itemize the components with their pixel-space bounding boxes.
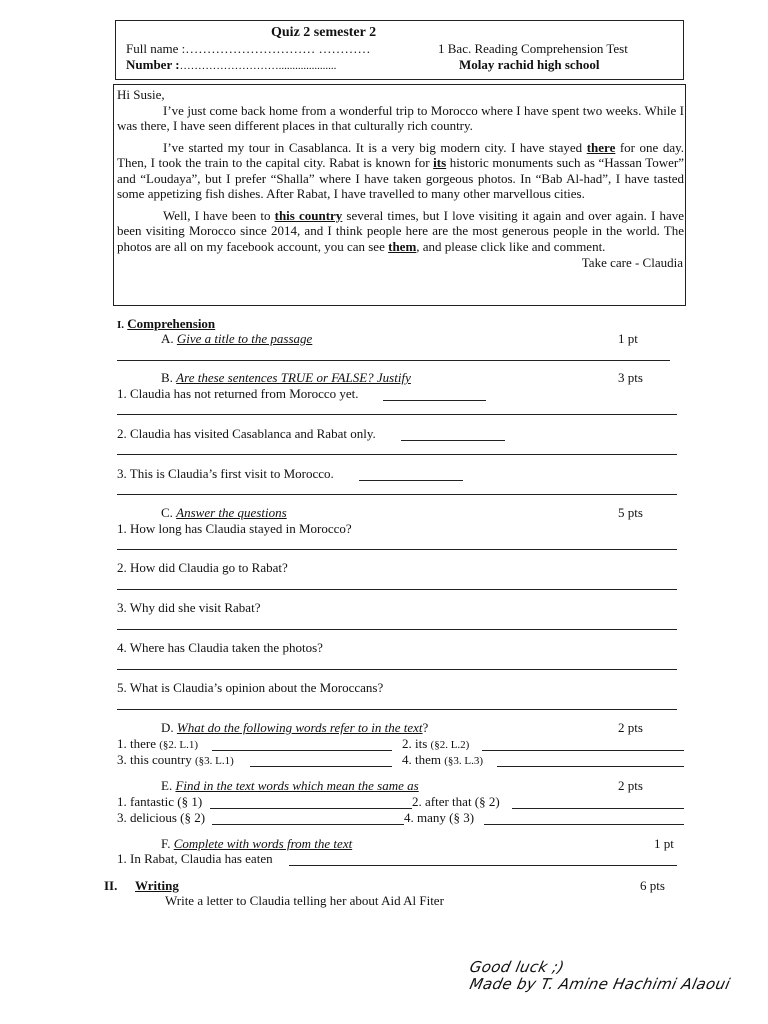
task-e-letter: E. (161, 778, 173, 793)
section2-title: Writing (135, 878, 179, 893)
ref-location: (§2. L.2) (430, 739, 470, 751)
section2-prompt: Write a letter to Claudia telling her about Aid Al Fiter (165, 893, 444, 908)
task-a-letter: A. (161, 331, 174, 346)
task-d-item-4 (402, 752, 483, 768)
synonym-blank[interactable] (512, 808, 684, 809)
task-c-item-4: 4. Where has Claudia taken the photos? (117, 640, 323, 655)
task-e-instruction: Find in the text words which mean the same as (175, 778, 419, 793)
quiz-title: Quiz 2 semester 2 (271, 25, 377, 40)
reference-blank[interactable] (497, 766, 684, 767)
true-false-blank[interactable] (401, 440, 505, 441)
answer-line[interactable] (117, 669, 677, 670)
task-a-points: 1 pt (618, 331, 638, 346)
p3-word-this-country: this country (274, 207, 343, 223)
task-e (161, 778, 419, 794)
task-c-item-5: 5. What is Claudia’s opinion about the Moroccans? (117, 680, 384, 695)
task-c (161, 505, 287, 521)
signature-good-luck: Good luck ;) (468, 958, 567, 976)
task-d-points: 2 pts (618, 720, 643, 735)
task-f-instruction: Complete with words from the text (173, 836, 353, 851)
completion-blank[interactable] (289, 865, 677, 866)
task-c-points: 5 pts (618, 505, 643, 520)
reference-blank[interactable] (482, 750, 684, 751)
task-a (161, 331, 312, 347)
reference-blank[interactable] (212, 750, 392, 751)
synonym-blank[interactable] (484, 824, 684, 825)
task-d-instruction: What do the following words refer to in the text (176, 720, 423, 735)
task-b-instruction: Are these sentences TRUE or FALSE? Justify (176, 370, 411, 385)
task-b (161, 370, 411, 386)
task-f-points: 1 pt (654, 836, 674, 851)
task-b-points: 3 pts (618, 370, 643, 385)
task-c-item-2: 2. How did Claudia go to Rabat? (117, 560, 288, 575)
p2-text-a: I’ve started my tour in Casablanca. It is a very big modern city. I have stayed (163, 139, 587, 155)
task-b-item-3: 3. This is Claudia’s first visit to Morocco. (117, 466, 334, 481)
task-e-item-2: 2. after that (§ 2) (412, 794, 500, 809)
passage-closing: Take care - Claudia (581, 255, 683, 270)
passage-paragraph-2 (117, 140, 684, 202)
task-d-item-1 (117, 736, 198, 752)
task-c-item-3: 3. Why did she visit Rabat? (117, 600, 261, 615)
answer-line[interactable] (117, 629, 677, 630)
answer-line[interactable] (117, 589, 677, 590)
number-text: Number : (126, 57, 180, 72)
task-a-instruction: Give a title to the passage (176, 331, 313, 346)
p2-text-c: historic monuments such as “Hassan Tower” and “Loudaya”, but I prefer “Shalla” where I have taken gorgeous photos. In “Bab Al-had”, I have tasted some appetizing fish dishes. After Rabat, I have travelled to many other marvellous cities. (117, 155, 684, 201)
section2-num: II. (104, 878, 118, 893)
p3-text-b: several times, but I love visiting it again and over again. I have been visiting Morocco since 2014, and I think people here are the most generous people in the world. The photos are all on my facebook account, you can see (117, 207, 684, 254)
section1-num: I. (117, 319, 125, 331)
ref-location: (§3. L.1) (195, 755, 234, 767)
passage-greeting: Hi Susie, (117, 87, 165, 102)
ref-word: 4. them (402, 752, 441, 767)
number-dots: ………………………..................... (179, 60, 337, 72)
number-label (126, 57, 336, 73)
section2-points: 6 pts (640, 878, 665, 893)
p2-text-b: for one day. Then, I took the train to the capital city. Rabat is known for (117, 139, 684, 170)
ref-word: 1. there (117, 736, 156, 751)
task-d-item-2 (402, 736, 469, 752)
reference-blank[interactable] (250, 766, 392, 767)
task-f-item-1: 1. In Rabat, Claudia has eaten (117, 851, 273, 866)
section1-heading (117, 316, 215, 332)
passage-paragraph-1: I’ve just come back home from a wonderful trip to Morocco where I have spent two weeks. While I was there, I have seen different places in that culturally rich country. (117, 102, 684, 133)
task-c-item-1: 1. How long has Claudia stayed in Morocco? (117, 521, 352, 536)
task-e-item-4: 4. many (§ 3) (404, 810, 475, 825)
ref-location: (§2. L.1) (159, 739, 199, 751)
task-e-item-3: 3. delicious (§ 2) (117, 810, 206, 825)
synonym-blank[interactable] (210, 808, 412, 809)
task-f (161, 836, 352, 852)
task-d-qmark: ? (422, 720, 429, 735)
passage-paragraph-3 (117, 208, 684, 255)
answer-line[interactable] (117, 709, 677, 710)
full-name-dots: ………………………… ………… (185, 41, 371, 56)
answer-line[interactable] (117, 494, 677, 495)
p3-text-a: Well, I have been to (163, 207, 275, 223)
task-e-item-1: 1. fantastic (§ 1) (117, 794, 203, 809)
p2-word-there: there (586, 139, 616, 155)
true-false-blank[interactable] (359, 480, 463, 481)
school-name: Molay rachid high school (459, 57, 600, 72)
synonym-blank[interactable] (212, 824, 404, 825)
ref-word: 3. this country (117, 752, 192, 767)
task-c-instruction: Answer the questions (176, 505, 287, 520)
full-name-text: Full name : (126, 41, 186, 56)
signature-author: Made by T. Amine Hachimi Alaoui (468, 975, 732, 993)
passage (117, 87, 684, 271)
task-d-item-3 (117, 752, 234, 768)
answer-line[interactable] (117, 360, 670, 361)
task-d-letter: D. (161, 720, 174, 735)
answer-line[interactable] (117, 414, 677, 415)
full-name-label (126, 41, 370, 57)
p3-word-them: them (388, 238, 417, 254)
ref-location: (§3. L.3) (444, 755, 484, 767)
section1-title: Comprehension (127, 316, 216, 331)
task-e-points: 2 pts (618, 778, 643, 793)
p2-word-its: its (433, 155, 447, 170)
test-name: 1 Bac. Reading Comprehension Test (438, 41, 628, 56)
answer-line[interactable] (117, 549, 677, 550)
task-b-item-2: 2. Claudia has visited Casablanca and Rabat only. (117, 426, 376, 441)
task-b-letter: B. (161, 370, 173, 385)
task-f-letter: F. (161, 836, 171, 851)
p3-text-c: , and please click like and comment. (416, 238, 606, 254)
answer-line[interactable] (117, 454, 677, 455)
ref-word: 2. its (402, 736, 428, 751)
true-false-blank[interactable] (383, 400, 486, 401)
task-d (161, 720, 428, 736)
task-b-item-1: 1. Claudia has not returned from Morocco yet. (117, 386, 359, 401)
task-c-letter: C. (161, 505, 173, 520)
